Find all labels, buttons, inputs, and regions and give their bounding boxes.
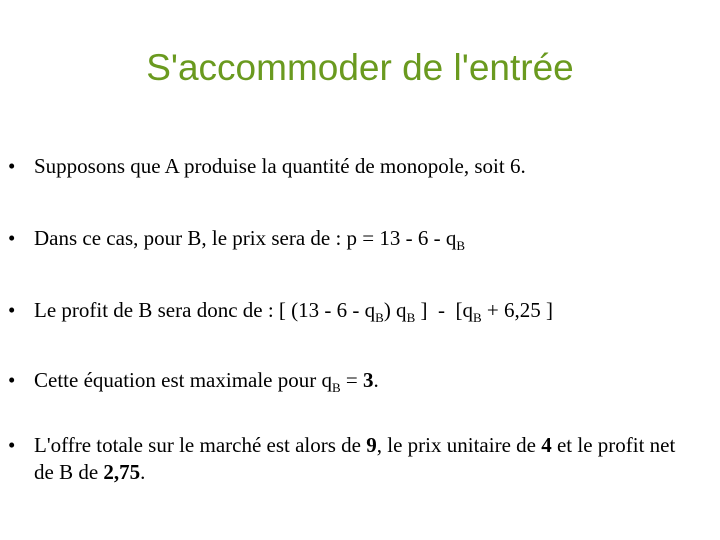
slide-title: S'accommoder de l'entrée xyxy=(146,47,574,88)
bullet-text-3: Le profit de B sera donc de : [ $(13 - 6 - q_B)$ $q_B$ ] - [$q_B + 6,25$ ] xyxy=(34,298,553,325)
bullet-item-1 xyxy=(8,153,708,180)
bullet-item-3 xyxy=(8,297,708,324)
bullet-item-5 xyxy=(8,432,708,486)
bullet-text-4: Cette équation est maximale pour $q_B = 3$. xyxy=(34,368,379,395)
bullet-icon: • xyxy=(8,433,16,457)
bullet-text-1: Supposons que A produise la quantité de monopole, soit 6. xyxy=(34,154,526,178)
bullet-icon: • xyxy=(8,298,16,322)
bullet-text-2: Dans ce cas, pour B, le prix sera de : $p = 13 - 6 - q_B$ xyxy=(34,226,466,253)
bullet-text-5: L'offre totale sur le marché est alors de 9, le prix unitaire de 4 et le profit net de B de 2,75. xyxy=(34,433,676,484)
bullet-icon: • xyxy=(8,226,16,250)
bullet-icon: • xyxy=(8,154,16,178)
bullet-item-2 xyxy=(8,225,708,252)
bullet-item-4 xyxy=(8,367,708,394)
bullet-icon: • xyxy=(8,368,16,392)
